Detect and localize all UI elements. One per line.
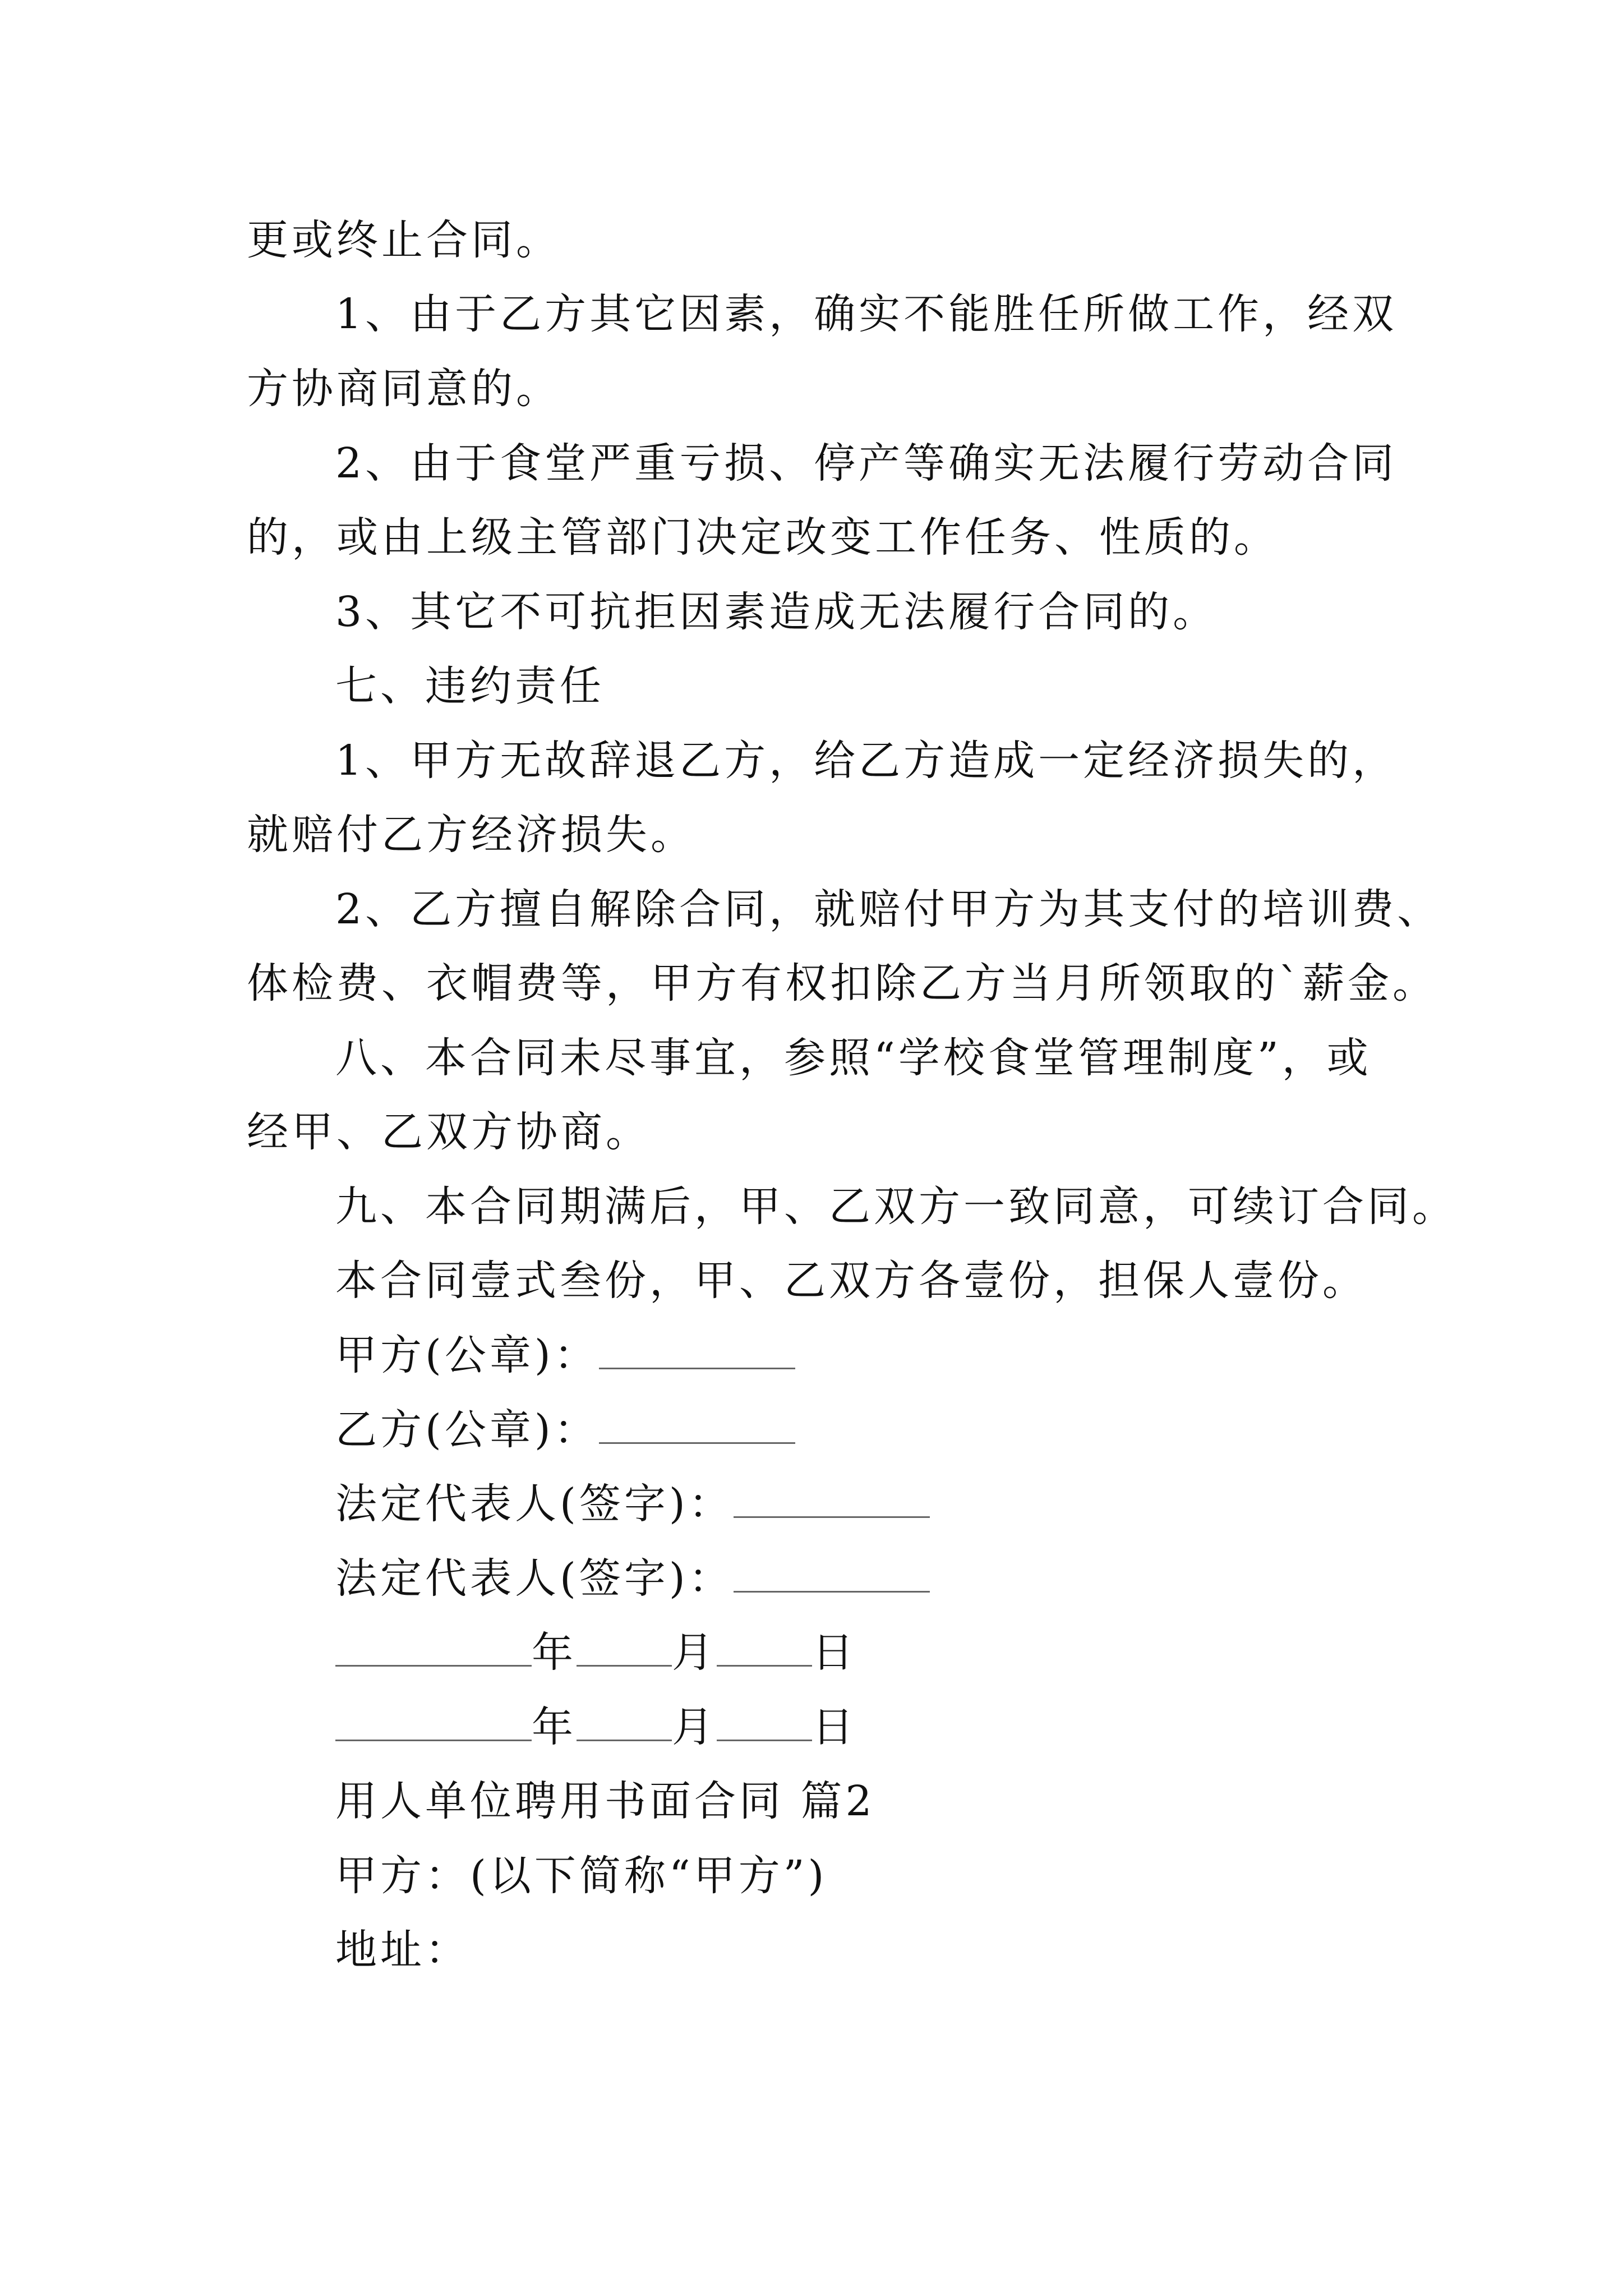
legal-rep-1-line — [335, 1476, 930, 1532]
paragraph-line: 2、由于食堂严重亏损、停产等确实无法履行劳动合同 — [335, 439, 1398, 487]
legal-rep-1-blank[interactable] — [734, 1479, 930, 1518]
month-label: 月 — [672, 1703, 717, 1751]
paragraph-line: 本合同壹式叁份，甲、乙双方各壹份，担保人壹份。 — [335, 1257, 1367, 1305]
day-blank[interactable] — [717, 1628, 812, 1667]
paragraph-line: 经甲、乙双方协商。 — [247, 1108, 651, 1156]
paragraph-line: 2、乙方擅自解除合同，就赔付甲方为其支付的培训费、 — [335, 885, 1442, 933]
year-label: 年 — [532, 1628, 577, 1677]
party-b-seal-line — [335, 1402, 795, 1458]
date-line-2 — [335, 1699, 857, 1755]
next-section-address: 地址： — [335, 1926, 470, 1974]
year-label: 年 — [532, 1703, 577, 1751]
month-blank[interactable] — [577, 1628, 672, 1667]
year-blank[interactable] — [335, 1703, 532, 1741]
month-label: 月 — [672, 1628, 717, 1677]
party-b-seal-label: 乙方(公章)： — [335, 1406, 599, 1454]
legal-rep-2-line — [335, 1550, 930, 1607]
section-heading: 七、违约责任 — [335, 662, 605, 710]
month-blank[interactable] — [577, 1703, 672, 1741]
legal-rep-1-label: 法定代表人(签字)： — [335, 1480, 734, 1528]
paragraph-line: 1、甲方无故辞退乙方，给乙方造成一定经济损失的， — [335, 737, 1398, 785]
paragraph-line: 1、由于乙方其它因素，确实不能胜任所做工作，经双 — [335, 290, 1398, 338]
date-line-1 — [335, 1625, 857, 1681]
legal-rep-2-label: 法定代表人(签字)： — [335, 1554, 734, 1603]
day-label: 日 — [812, 1628, 857, 1677]
next-section-party-a: 甲方：(以下简称“甲方”) — [335, 1852, 828, 1900]
day-blank[interactable] — [717, 1703, 812, 1741]
paragraph-line: 方协商同意的。 — [247, 365, 561, 413]
paragraph-line: 八、本合同未尽事宜，参照“学校食堂管理制度”，或 — [335, 1034, 1372, 1082]
party-a-seal-blank[interactable] — [599, 1331, 795, 1369]
day-label: 日 — [812, 1703, 857, 1751]
paragraph-line: 的，或由上级主管部门决定改变工作任务、性质的。 — [247, 513, 1279, 562]
paragraph-line: 体检费、衣帽费等，甲方有权扣除乙方当月所领取的`薪金。 — [247, 959, 1437, 1007]
year-blank[interactable] — [335, 1628, 532, 1667]
legal-rep-2-blank[interactable] — [734, 1554, 930, 1593]
party-b-seal-blank[interactable] — [599, 1405, 795, 1444]
party-a-seal-line — [335, 1327, 795, 1383]
paragraph-line: 九、本合同期满后，甲、乙双方一致同意，可续订合同。 — [335, 1182, 1457, 1231]
paragraph-line: 3、其它不可抗拒因素造成无法履行合同的。 — [335, 588, 1218, 636]
paragraph-line: 就赔付乙方经济损失。 — [247, 811, 695, 859]
party-a-seal-label: 甲方(公章)： — [335, 1331, 599, 1379]
paragraph-line: 更或终止合同。 — [247, 216, 561, 264]
next-section-title: 用人单位聘用书面合同 篇2 — [335, 1777, 875, 1825]
